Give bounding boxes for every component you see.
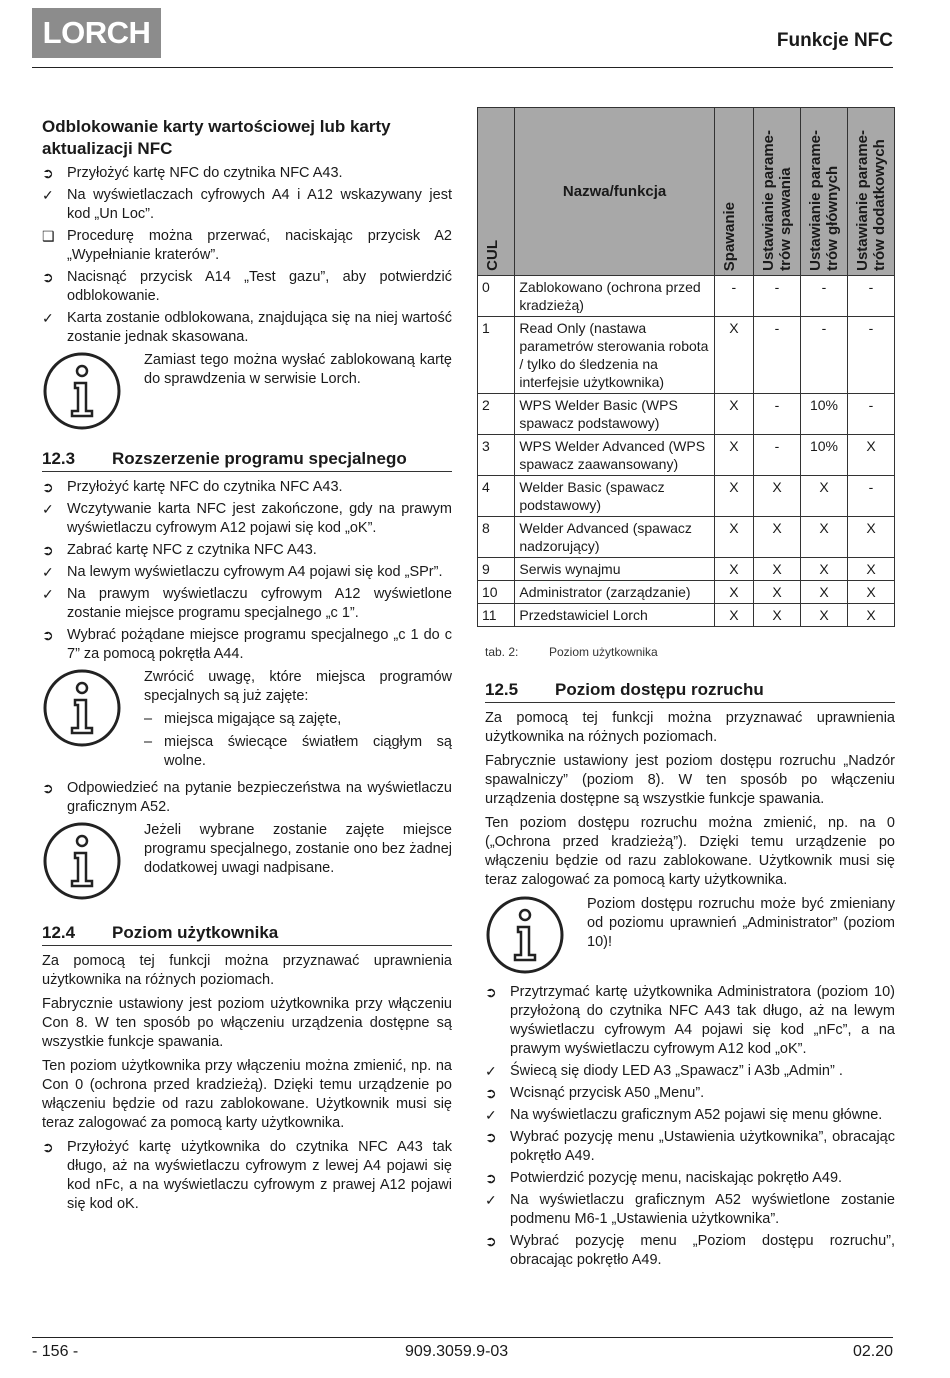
check-icon: ✓ (42, 310, 54, 326)
unlock-section-title: Odblokowanie karty wartościowej lub karty aktualizacji NFC (42, 117, 391, 158)
document-date: 02.20 (852, 1343, 893, 1360)
arrow-icon: ➲ (485, 1233, 497, 1249)
table-row: 10 Administrator (zarządzanie) X X X X (478, 581, 895, 604)
check-icon: ✓ (485, 1107, 497, 1123)
lorch-logo: LORCH (32, 8, 161, 58)
list-item: ➲ Wybrać pozycję menu „Ustawienia użytkownika”, obracając pokrętło A49. (485, 1129, 895, 1164)
check-icon: ✓ (42, 586, 54, 602)
arrow-icon: ➲ (42, 479, 54, 495)
col-header-name: Nazwa/funkcja (515, 108, 714, 276)
document-number: 909.3059.9-03 (405, 1343, 509, 1360)
list-item: ✓ Na wyświetlaczu graficznym A52 wyświetlone zostanie podmenu M6-1 „Ustawienia użytkownika”. (485, 1192, 895, 1227)
arrow-icon: ➲ (485, 1129, 497, 1145)
table-row: 11 Przedstawiciel Lorch X X X X (478, 604, 895, 627)
info-note: Zamiast tego można wysłać zablokowaną kartę do sprawdzenia w serwisie Lorch. (42, 351, 452, 431)
left-column (42, 116, 452, 1217)
check-icon: ✓ (485, 1192, 497, 1208)
page-title: Funkcje NFC (776, 30, 893, 51)
list-item: ➲ Wybrać pozycję menu „Poziom dostępu rozruchu”, obracając pokrętło A49. (485, 1233, 895, 1268)
list-item: ✓ Na wyświetlaczach cyfrowych A4 i A12 wskazywany jest kod „Un Loc”. (42, 187, 452, 222)
paragraph: Ten poziom dostępu rozruchu można zmienić, np. na 0 („Ochrona przed kradzieżą”). Dzięki temu urządzenie po włączeniu będzie od razu zablokowane. Użytkownik musi się teraz zalogować za pomocą karty użytkownika. (485, 815, 895, 888)
right-column (485, 680, 895, 1273)
section-heading-12-3: 12.3 Rozszerzenie programu specjalnego (42, 449, 452, 472)
header-divider (32, 67, 893, 68)
paragraph: Ten poziom użytkownika przy włączeniu można zmienić, np. na Con 0 (ochrona przed kradzieżą). Dzięki temu urządzenie po włączeniu będzie od razu zablokowane. Użytkownik musi się teraz zalogować za pomocą karty użytkownika. (42, 1058, 452, 1131)
col-header-cul: CUL (478, 108, 515, 276)
table-row: 9 Serwis wynajmu X X X X (478, 558, 895, 581)
col-header-welding-params: Ustawianie parame- trów spawania (753, 108, 800, 276)
info-icon (42, 668, 122, 748)
col-header-spawanie: Spawanie (714, 108, 753, 276)
table-row: 0 Zablokowano (ochrona przed kradzieżą) - - - - (478, 276, 895, 317)
unlock-steps (42, 164, 452, 347)
table-row: 1 Read Only (nastawa parametrów sterowania robota / tylko do śledzenia na interfejsie użytkownika) X - - - (478, 317, 895, 394)
check-icon: ✓ (485, 1063, 497, 1079)
info-note: Jeżeli wybrane zostanie zajęte miejsce programu specjalnego, zostanie ono bez żadnej dodatkowej uwagi nadpisane. (42, 821, 452, 901)
list-item: ➲ Odpowiedzieć na pytanie bezpieczeństwa na wyświetlaczu graficznym A52. (42, 780, 452, 815)
arrow-icon: ➲ (42, 627, 54, 643)
arrow-icon: ➲ (42, 780, 54, 796)
col-header-main-params: Ustawianie parame- trów głównych (800, 108, 847, 276)
paragraph: Fabrycznie ustawiony jest poziom użytkownika przy włączeniu Con 8. W ten sposób po włączeniu urządzenia dostępne są wszystkie funkcje spawania. (42, 996, 452, 1050)
table-header-row (478, 108, 895, 276)
info-note: Zwrócić uwagę, które miejsca programów specjalnych są już zajęte: – miejsca migające są zajęte, – miejsca świecące światłem ciągłym są wolne. (42, 668, 452, 771)
col-header-extra-params: Ustawianie parame- trów dodatkowych (847, 108, 894, 276)
footer-divider (32, 1337, 893, 1338)
info-icon (42, 821, 122, 901)
list-item: ✓ Karta zostanie odblokowana, znajdująca się na niej wartość zostanie jednak skasowana. (42, 310, 452, 345)
list-item: ❑ Procedurę można przerwać, naciskając przycisk A2 „Wypełnianie kraterów”. (42, 228, 452, 263)
info-note: Poziom dostępu rozruchu może być zmieniany od poziomu uprawnień „Administrator” (poziom 10)! (485, 895, 895, 975)
paragraph: Za pomocą tej funkcji można przyznawać uprawnienia użytkownika na różnych poziomach. (42, 953, 452, 988)
list-item: ➲ Przyłożyć kartę NFC do czytnika NFC A43. (42, 165, 343, 181)
list-item: ➲ Nacisnąć przycisk A14 „Test gazu”, aby potwierdzić odblokowanie. (42, 269, 452, 304)
list-item: – miejsca migające są zajęte, (144, 711, 342, 727)
check-icon: ✓ (42, 187, 54, 203)
arrow-icon: ➲ (42, 542, 54, 558)
arrow-icon: ➲ (42, 165, 54, 181)
check-icon: ✓ (42, 564, 54, 580)
list-item: ➲ Przyłożyć kartę NFC do czytnika NFC A43. (42, 479, 343, 495)
info-icon (485, 895, 565, 975)
table-row: 2 WPS Welder Basic (WPS spawacz podstawowy) X - 10% - (478, 394, 895, 435)
arrow-icon: ➲ (42, 1139, 54, 1155)
list-item: ✓ Wczytywanie karta NFC jest zakończone, gdy na prawym wyświetlaczu cyfrowym A12 pojawi się kod „oK”. (42, 501, 452, 536)
list-item: ✓ Na prawym wyświetlaczu cyfrowym A12 wyświetlone zostanie miejsce programu specjalnego „c 1”. (42, 586, 452, 621)
paragraph: Fabrycznie ustawiony jest poziom dostępu rozruchu „Nadzór spawalniczy” (poziom 8). W ten sposób po włączeniu urządzenia dostępne są wszystkie funkcje spawania. (485, 753, 895, 807)
section-heading-12-4: 12.4 Poziom użytkownika (42, 923, 452, 946)
table-caption: tab. 2: Poziom użytkownika (485, 645, 658, 659)
arrow-icon: ➲ (485, 1170, 497, 1186)
list-item: ✓ Na wyświetlaczu graficznym A52 pojawi się menu główne. (485, 1107, 883, 1123)
arrow-icon: ➲ (485, 1085, 497, 1101)
option-box-icon: ❑ (42, 228, 55, 244)
list-item: ➲ Przytrzymać kartę użytkownika Administratora (poziom 10) przyłożoną do czytnika NFC A43 tak długo, aż na lewym wyświetlaczu cyfrowym A4 pojawi się kod „nFc”, a na prawym wyświetlaczu cyfrowym A12 kod „oK”. (485, 984, 895, 1057)
table-row: 4 Welder Basic (spawacz podstawowy) X X X - (478, 476, 895, 517)
list-item: ➲ Wcisnąć przycisk A50 „Menu”. (485, 1085, 705, 1101)
paragraph: Za pomocą tej funkcji można przyznawać uprawnienia użytkownika na różnych poziomach. (485, 710, 895, 745)
section-heading-12-5: 12.5 Poziom dostępu rozruchu (485, 680, 895, 703)
list-item: ➲ Przyłożyć kartę użytkownika do czytnika NFC A43 tak długo, aż na wyświetlaczu cyfrowym z lewej A4 pojawi się kod nFc, a na wyświetlaczu cyfrowym z prawej A12 pojawi się kod oK. (42, 1139, 452, 1212)
check-icon: ✓ (42, 501, 54, 517)
list-item: ➲ Zabrać kartę NFC z czytnika NFC A43. (42, 542, 317, 558)
list-item: ➲ Wybrać pożądane miejsce programu specjalnego „c 1 do c 7” za pomocą pokrętła A44. (42, 627, 452, 662)
user-level-table (477, 107, 895, 627)
page-number: - 156 - (32, 1343, 79, 1360)
info-icon (42, 351, 122, 431)
list-item: ➲ Potwierdzić pozycję menu, naciskając pokrętło A49. (485, 1170, 843, 1186)
table-row: 3 WPS Welder Advanced (WPS spawacz zaawansowany) X - 10% X (478, 435, 895, 476)
arrow-icon: ➲ (42, 269, 54, 285)
table-row: 8 Welder Advanced (spawacz nadzorujący) X X X X (478, 517, 895, 558)
list-item: ✓ Świecą się diody LED A3 „Spawacz” i A3b „Admin” . (485, 1063, 843, 1079)
list-item: – miejsca świecące światłem ciągłym są wolne. (144, 734, 452, 769)
list-item: ✓ Na lewym wyświetlaczu cyfrowym A4 pojawi się kod „SPr”. (42, 564, 443, 580)
arrow-icon: ➲ (485, 984, 497, 1000)
